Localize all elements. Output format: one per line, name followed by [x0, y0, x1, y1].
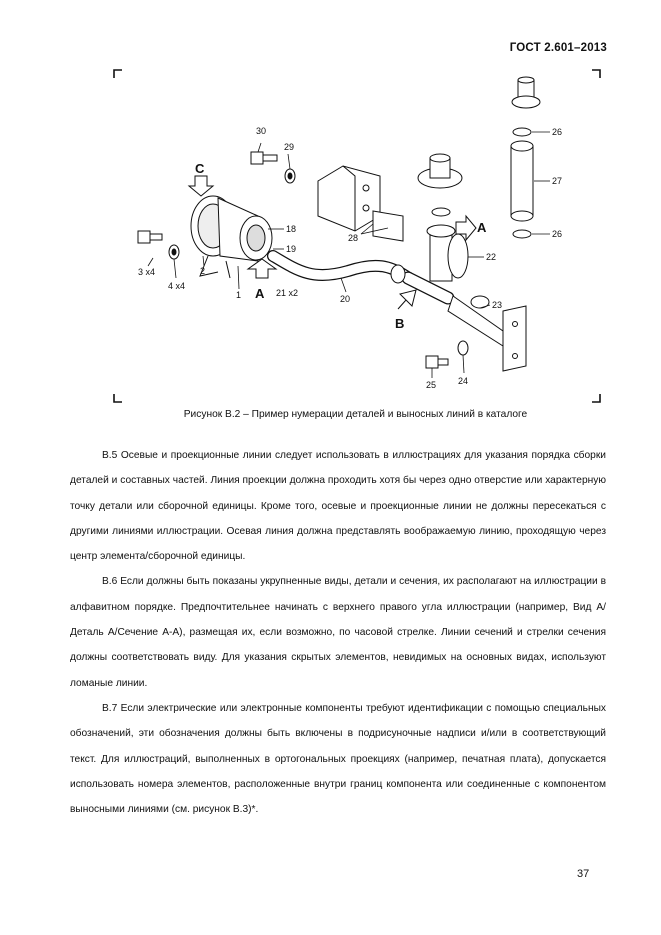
callout-4x4: 4 x4	[168, 281, 186, 291]
view-letter-b: B	[395, 316, 405, 331]
callout-21x2: 21 x2	[276, 288, 299, 298]
callout-19: 19	[286, 244, 297, 254]
exploded-assembly-drawing	[108, 66, 608, 406]
callout-26: 26	[552, 229, 563, 239]
view-arrow-b	[398, 290, 416, 309]
callout-2: 2	[200, 266, 206, 276]
callout-28: 28	[348, 233, 359, 243]
view-letter-c: C	[195, 161, 205, 176]
callout-29: 29	[284, 142, 295, 152]
figure-caption: Рисунок В.2 – Пример нумерации деталей и выносных линий в каталоге	[183, 409, 528, 420]
view-letter-a: A	[255, 286, 265, 301]
callout-25: 25	[426, 380, 437, 390]
view-arrow-c	[189, 176, 213, 196]
callout-1: 1	[236, 290, 242, 300]
callout-18: 18	[286, 224, 297, 234]
view-letter-a: A	[477, 220, 487, 235]
bracket-part	[318, 166, 403, 241]
callout-24: 24	[458, 376, 469, 386]
page-number: 37	[577, 868, 590, 880]
assembly-illustration	[108, 66, 608, 406]
tube-part	[511, 77, 540, 238]
callout-23: 23	[492, 300, 503, 310]
bolt-part	[138, 231, 179, 259]
document-header: ГОСТ 2.601–2013	[509, 42, 607, 54]
valve-part	[418, 154, 503, 346]
bolt-part	[426, 341, 468, 368]
paragraph-b5: В.5 Осевые и проекционные линии следует использовать в иллюстрациях для указания порядка сборки деталей и составных частей. Линия проекции должна проходить хотя бы через одно отверстие или характерную точку детали или сборочной единицы. Кроме того, осевые и проекционные линии не должны пересекаться с другими линиями иллюстрации. Осевая линия должна представлять воображаемую линию, проходящую через центр элемента/сборочной единицы.	[70, 450, 606, 563]
callout-30: 30	[256, 126, 267, 136]
callout-20: 20	[340, 294, 351, 304]
paragraph-b7: В.7 Если электрические или электронные компоненты требуют идентификации с помощью специальных обозначений, эти обозначения должны быть включены в подрисуночные надписи и/или в соответствующий текст. Для иллюстраций, выполненных в ортогональных проекциях (например, печатная плата), допускается использовать номера элементов, расположенные внутри границ компонента или соединенные с компонентом выносными линиями (см. рисунок В.3)*.	[70, 702, 606, 816]
callout-3x4: 3 x4	[138, 267, 156, 277]
callout-26: 26	[552, 127, 563, 137]
callout-27: 27	[552, 176, 563, 186]
callout-22: 22	[486, 252, 497, 262]
body-text	[70, 443, 606, 822]
paragraph-b6: В.6 Если должны быть показаны укрупненные виды, детали и сечения, их располагают на иллюстрации в алфавитном порядке. Предпочтительнее начинать с верхнего правого угла иллюстрации (например, Вид А/Деталь А/Сечение А-А), размещая их, если возможно, по часовой стрелке. Линии сечений и стрелки сечения должны соответствовать виду. Для указания скрытых элементов, невидимых на основных видах, используют ломаные линии.	[70, 576, 606, 689]
